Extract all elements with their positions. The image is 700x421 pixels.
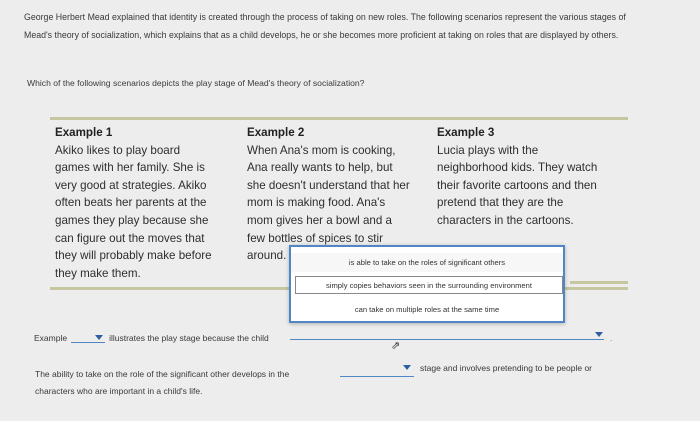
example-select[interactable] — [71, 332, 105, 343]
example-3-title: Example 3 — [437, 126, 495, 139]
example-2-line: mom gives her a bowl and a — [247, 213, 392, 227]
answer-row-1-end: . — [610, 334, 613, 343]
option-significant-others[interactable]: is able to take on the roles of significant others — [291, 253, 563, 272]
answer-row-1-middle: illustrates the play stage because the child — [109, 333, 269, 343]
example-3-line: Lucia plays with the — [437, 143, 539, 157]
answer-row-2-prefix: The ability to take on the role of the significant other develops in the — [35, 369, 290, 379]
answer-row-1 — [34, 332, 269, 343]
example-2-line: around. — [247, 249, 287, 263]
example-1-line: games they play because she — [55, 213, 209, 227]
example-1-line: can figure out the moves that — [55, 231, 205, 245]
example-2-line: few bottles of spices to stir — [247, 231, 383, 245]
example-1-title: Example 1 — [55, 126, 113, 139]
stage-select[interactable] — [340, 376, 414, 377]
example-2 — [247, 124, 432, 265]
chevron-down-icon[interactable] — [595, 332, 603, 337]
example-1-line: they make them. — [55, 266, 141, 280]
answer-row-1-prefix: Example — [34, 333, 68, 343]
example-3-line: characters in the cartoons. — [437, 213, 574, 227]
example-2-line: When Ana's mom is cooking, — [247, 143, 396, 157]
mouse-cursor-icon: ⇗ — [391, 340, 401, 352]
reason-select[interactable] — [290, 339, 604, 340]
example-1-line: they will probably make before — [55, 249, 212, 263]
answer-row-2-line2: characters who are important in a child's life. — [35, 386, 203, 396]
option-copies-behaviors[interactable]: simply copies behaviors seen in the surrounding environment — [295, 276, 563, 294]
example-2-line: mom is making food. Ana's — [247, 196, 386, 210]
example-3-line: neighborhood kids. They watch — [437, 161, 598, 175]
table-top-rule — [50, 117, 628, 120]
example-2-line: she doesn't understand that her — [247, 178, 410, 192]
example-1-line: Akiko likes to play board — [55, 143, 181, 157]
example-2-line: Ana really wants to help, but — [247, 161, 393, 175]
example-1-line: games with her family. She is — [55, 161, 205, 175]
example-1-line: often beats her parents at the — [55, 196, 207, 210]
answer-row-2-suffix: stage and involves pretending to be people or — [420, 363, 593, 373]
options-dropdown[interactable] — [289, 245, 565, 323]
option-multiple-roles[interactable]: can take on multiple roles at the same time — [354, 305, 500, 314]
example-3 — [437, 124, 627, 230]
example-1-line: very good at strategies. Akiko — [55, 178, 207, 192]
chevron-down-icon — [95, 335, 103, 340]
chevron-down-icon[interactable] — [403, 365, 411, 370]
example-1 — [55, 124, 240, 282]
example-3-line: their favorite cartoons and then — [437, 178, 597, 192]
question-text: Which of the following scenarios depicts the play stage of Mead's theory of socialization? — [27, 78, 365, 88]
table-bottom-rule-right — [570, 281, 628, 284]
intro-paragraph: George Herbert Mead explained that identity is created through the process of taking on new roles. The following scenarios represent the various stages of Mead's theory of socialization, which explains that as a child develops, he or she becomes more proficient at taking on roles that are displayed by others. — [24, 12, 626, 40]
example-2-title: Example 2 — [247, 126, 305, 139]
example-3-line: pretend that they are the — [437, 196, 564, 210]
